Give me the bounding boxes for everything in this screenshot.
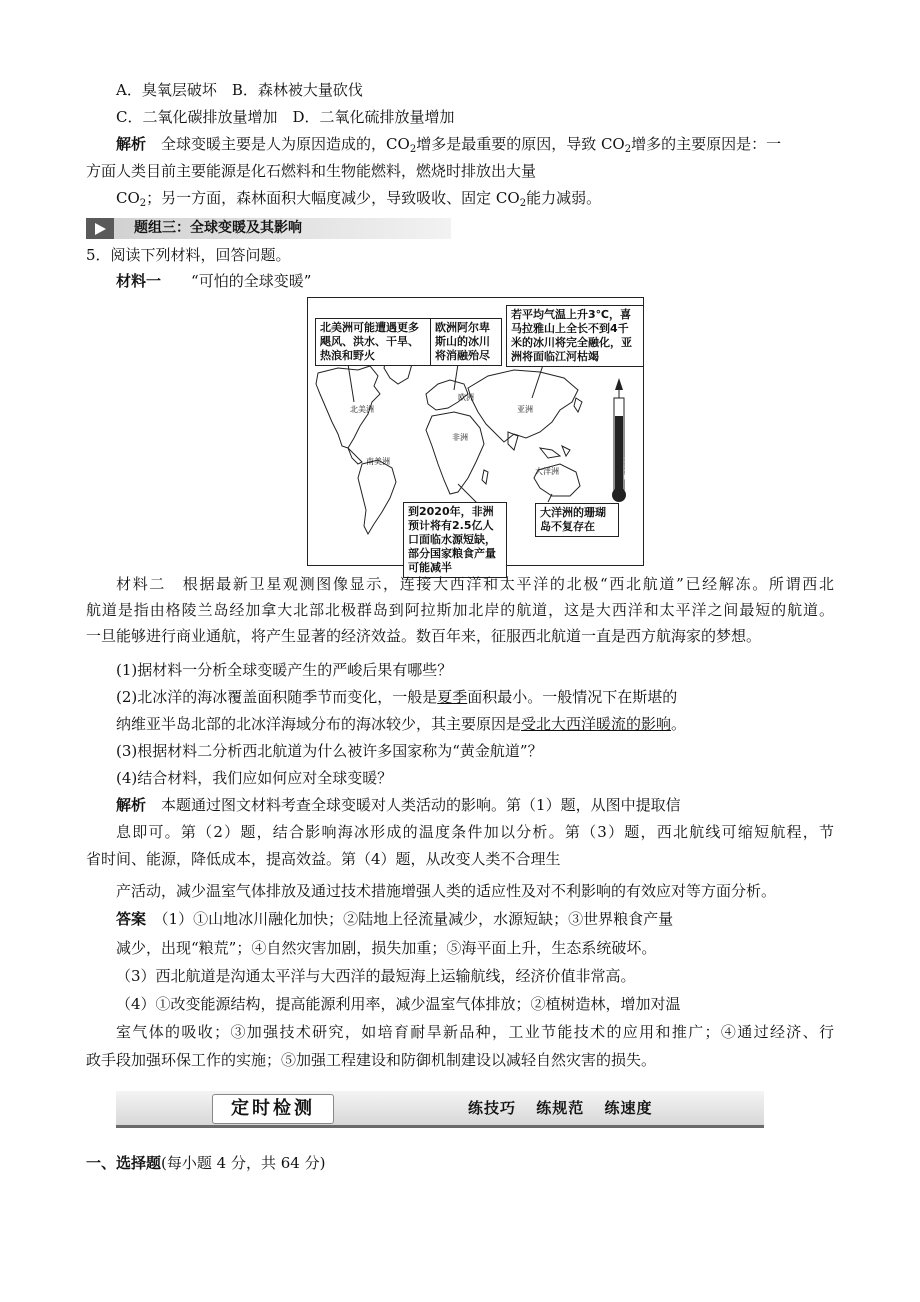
answer-summer: 夏季 <box>437 688 468 706</box>
banner-tab-title: 定时检测 <box>212 1094 334 1124</box>
banner-slogan: 练技巧 练规范 练速度 <box>468 1099 653 1117</box>
option-b: B．森林被大量砍伐 <box>231 81 363 99</box>
material2-line-3: 一旦能够进行商业通航，将产生显著的经济效益。数百年来，征服西北航道一直是西方航海家的梦想。 <box>86 627 762 645</box>
callout-himalaya: 若平均气温上升3℃，喜马拉雅山上全长不到4千米的冰川将完全融化，亚洲将面临江河枯竭 <box>506 305 644 367</box>
material2-line-2: 航道是指由格陵兰岛经加拿大北部北极群岛到阿拉斯加北岸的航道，这是大西洋和太平洋之间最短的航道。 <box>86 601 834 619</box>
question-2-line-2: 纳维亚半岛北部的北冰洋海域分布的海冰较少，其主要原因是受北大西洋暖流的影响。 <box>116 715 687 733</box>
label-north-america: 北美洲 <box>350 405 374 414</box>
answer-gulf-stream: 受北大西洋暖流的影响 <box>521 715 672 733</box>
callout-alps: 欧洲阿尔卑斯山的冰川将消融殆尽 <box>430 318 502 366</box>
option-d: D．二氧化硫排放量增加 <box>292 108 455 126</box>
question-4: (4)结合材料，我们应如何应对全球变暖？ <box>116 769 393 787</box>
q5-analysis-line-1: 解析 本题通过图文材料考查全球变暖对人类活动的影响。第（1）题，从图中提取信 <box>116 796 681 814</box>
timed-test-banner <box>116 1091 764 1128</box>
answer-line-4: （4）①改变能源结构，提高能源利用率，减少温室气体排放；②植树造林，增加对温 <box>116 995 681 1013</box>
material1-heading: 材料一 “可怕的全球变暖” <box>116 272 312 290</box>
label-africa: 非洲 <box>452 433 468 442</box>
callout-africa: 到2020年，非洲预计将有2.5亿人口面临水源短缺，部分国家粮食产量可能减半 <box>403 502 507 578</box>
q5-analysis-line-2: 息即可。第（2）题，结合影响海冰形成的温度条件加以分析。第（3）题，西北航线可缩短航程，节 <box>116 823 834 841</box>
question-2-line-1: (2)北冰洋的海冰覆盖面积随季节而变化，一般是夏季面积最小。一般情况下在斯堪的 <box>116 688 678 706</box>
thermometer-label: 全球变暖 <box>622 456 629 480</box>
answer-line-5: 室气体的吸收；③加强技术研究，如培育耐旱新品种，工业节能技术的应用和推广；④通过经济、行 <box>116 1023 834 1041</box>
option-a: A．臭氧层破坏 B．森林被大量砍伐 <box>116 81 363 99</box>
label-oceania: 大洋洲 <box>535 467 559 476</box>
play-arrow-icon <box>86 218 114 239</box>
question-1: (1)据材料一分析全球变暖产生的严峻后果有哪些？ <box>116 661 453 679</box>
section-title: 题组三：全球变暖及其影响 <box>134 220 302 236</box>
q5-analysis-line-4: 产活动，减少温室气体排放及通过技术措施增强人类的适应性及对不利影响的有效应对等方面分析。 <box>116 882 777 900</box>
answer-line-3: （3）西北航道是沟通太平洋与大西洋的最短海上运输航线，经济价值非常高。 <box>116 967 636 985</box>
q5-analysis-line-3: 省时间、能源，降低成本，提高效益。第（4）题，从改变人类不合理生 <box>86 850 561 868</box>
q4-analysis-line-2: 方面人类目前主要能源是化石燃料和生物能燃料，燃烧时排放出大量 <box>86 162 537 180</box>
q4-analysis-line-3: $CO_2$；另一方面，森林面积大幅度减少，导致吸收、固定 $CO_2$能力减弱。 <box>116 189 602 209</box>
question-3: (3)根据材料二分析西北航道为什么被许多国家称为“黄金航道”？ <box>116 742 543 760</box>
answer-line-6: 政手段加强环保工作的实施；⑤加强工程建设和防御机制建设以减轻自然灾害的损失。 <box>86 1051 657 1069</box>
callout-north-america: 北美洲可能遭遇更多飓风、洪水、干旱、热浪和野火 <box>315 318 433 366</box>
world-map-figure <box>307 297 644 574</box>
answer-line-1: 答案 （1）①山地冰川融化加快；②陆地上径流量减少，水源短缺；③世界粮食产量 <box>116 910 674 928</box>
q5-stem: 5．阅读下列材料，回答问题。 <box>86 246 291 264</box>
answer-line-2: 减少，出现“粮荒”；④自然灾害加剧，损失加重；⑤海平面上升，生态系统破坏。 <box>116 939 657 957</box>
label-south-america: 南美洲 <box>366 457 390 466</box>
label-europe: 欧洲 <box>458 393 474 402</box>
thermometer-icon <box>612 378 626 502</box>
callout-oceania: 大洋洲的珊瑚岛不复存在 <box>535 503 619 537</box>
option-c: C．二氧化碳排放量增加 D．二氧化硫排放量增加 <box>116 108 455 126</box>
q4-analysis-line-1: 解析 全球变暖主要是人为原因造成的，$CO_2$增多是最重要的原因，导致 $CO_2$增多的主要原因是：一 <box>116 135 782 155</box>
label-asia: 亚洲 <box>517 405 533 414</box>
material2-line-1: 材料二 根据最新卫星观测图像显示，连接大西洋和太平洋的北极“西北航道”已经解冻。所谓西北 <box>116 575 834 593</box>
part1-heading: 一、选择题(每小题 4 分，共 64 分) <box>86 1154 326 1172</box>
section-header-bar <box>86 218 451 239</box>
